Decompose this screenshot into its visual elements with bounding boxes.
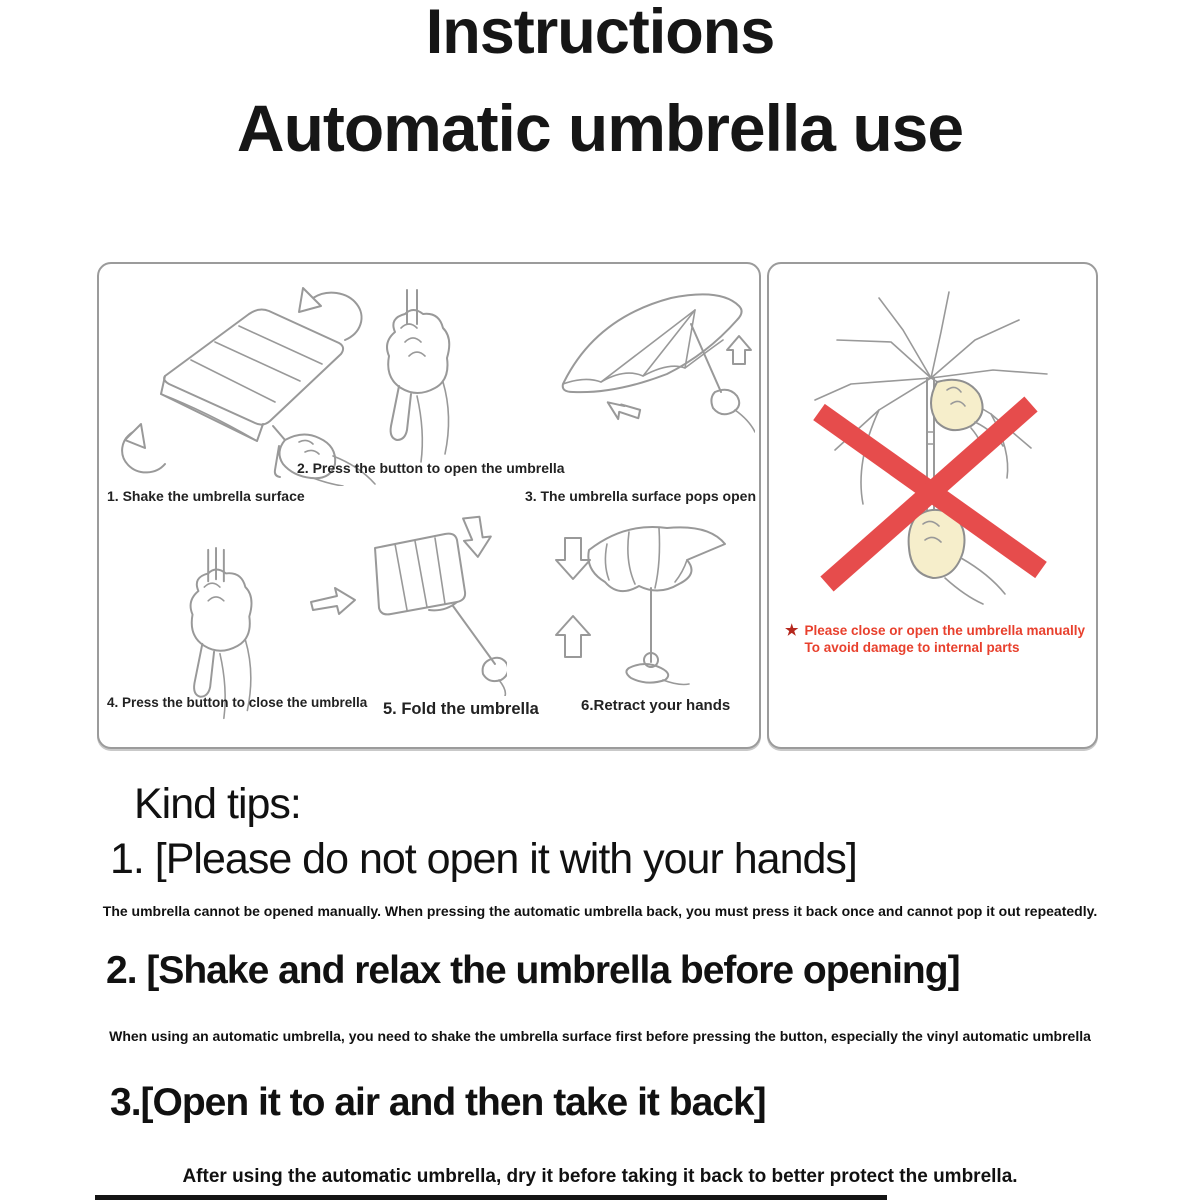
folded-canopy-icon: [375, 534, 465, 615]
warning-line-1: Please close or open the umbrella manually: [804, 623, 1086, 638]
folded-umbrella-icon: [161, 310, 343, 441]
fold-umbrella-illustration: [293, 510, 507, 696]
step-2-caption: 2. Press the button to open the umbrella: [297, 460, 565, 476]
bottom-divider: [95, 1195, 887, 1200]
umbrella-open-illustration: [545, 280, 755, 440]
warning-text: [785, 622, 1085, 656]
tip-2-body: When using an automatic umbrella, you need to shake the umbrella surface first before pressing the button, especially the vinyl automatic umbrella: [109, 1028, 1091, 1044]
page-subtitle: Automatic umbrella use: [236, 91, 964, 165]
tip-3-body: After using the automatic umbrella, dry it before taking it back to better protect the umbrella.: [182, 1166, 1018, 1187]
steps-panel: [97, 262, 761, 749]
page-title: Instructions: [425, 0, 775, 67]
open-umbrella-icon: [563, 294, 742, 392]
hand-icon: [711, 390, 755, 432]
step-5-caption: 5. Fold the umbrella: [383, 700, 539, 718]
rotate-arrow-bottom-icon: [122, 424, 165, 472]
arrow-down-left-icon: [608, 398, 641, 422]
arrow-down-icon: [556, 538, 590, 579]
step-3-caption: 3. The umbrella surface pops open: [524, 488, 756, 504]
shake-umbrella-illustration: [107, 280, 397, 486]
warning-line-2: To avoid damage to internal parts: [804, 640, 1020, 655]
tips-heading: Kind tips:: [134, 780, 301, 828]
star-icon: ★: [785, 622, 799, 639]
press-button-open-illustration: [355, 286, 473, 476]
step-6-caption: 6.Retract your hands: [581, 697, 731, 714]
retract-hands-illustration: [537, 504, 749, 694]
tip-1-body: The umbrella cannot be opened manually. When pressing the automatic umbrella back, you must press it back once and cannot pop it out repeatedly.: [102, 903, 1098, 919]
tip-1-title: 1. [Please do not open it with your hands]: [110, 835, 857, 883]
hand-press-button-icon: [387, 290, 449, 462]
half-closed-umbrella-icon: [588, 527, 725, 662]
tip-2-title: 2. [Shake and relax the umbrella before opening]: [106, 949, 960, 992]
arrow-right-icon: [311, 588, 355, 614]
step-1-caption: 1. Shake the umbrella surface: [107, 488, 305, 504]
arrow-up-icon: [727, 336, 751, 364]
arrow-up-icon: [556, 616, 590, 657]
step-4-caption: 4. Press the button to close the umbrella: [107, 695, 368, 710]
rotate-arrow-top-icon: [299, 288, 362, 340]
do-not-open-by-hand-illustration: [779, 282, 1084, 612]
hand-press-button-icon: [191, 548, 252, 718]
hand-icon: [626, 653, 689, 685]
warning-lines: [804, 622, 1085, 656]
arrow-down-icon: [458, 515, 493, 559]
tip-3-title: 3.[Open it to air and then take it back]: [110, 1081, 766, 1124]
umbrella-shaft: [453, 606, 495, 664]
warning-panel: [767, 262, 1098, 749]
